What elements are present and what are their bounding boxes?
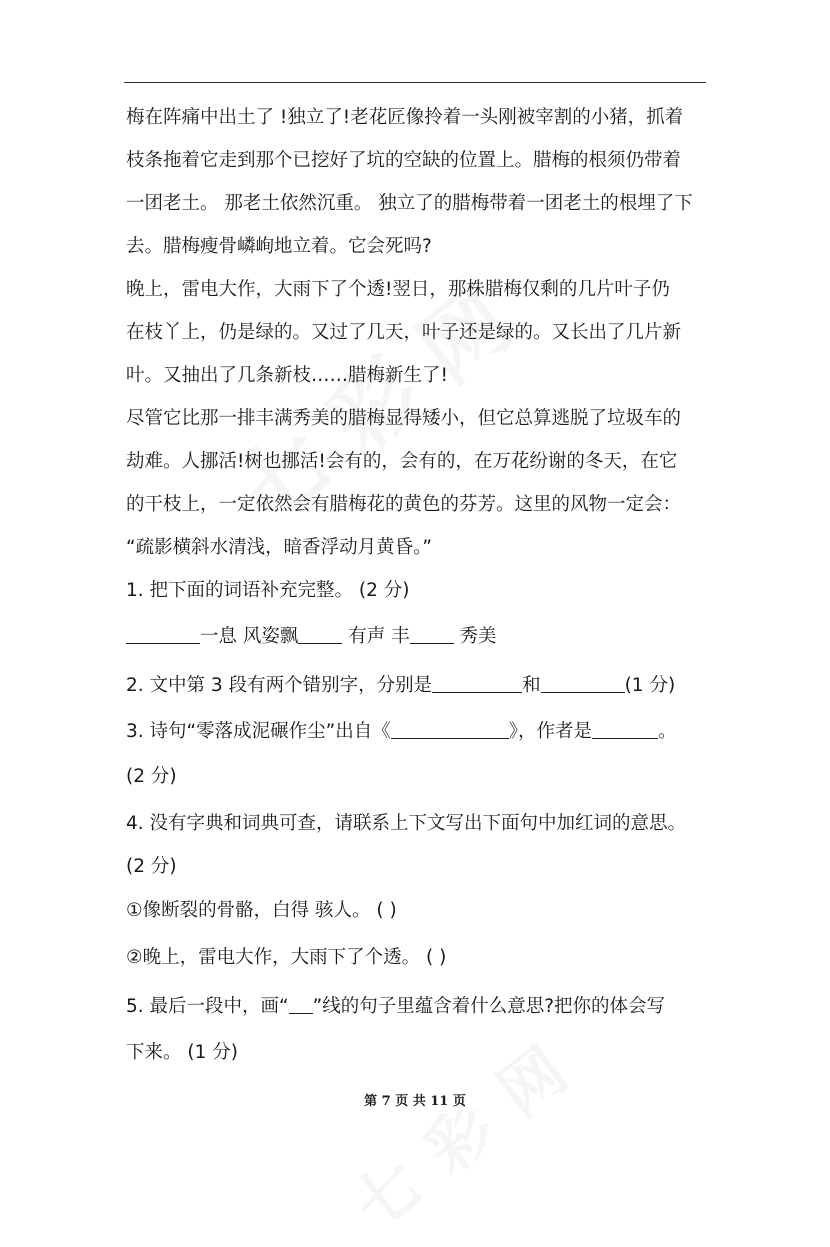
- question-2-and: 和: [522, 675, 541, 696]
- text-line: 叶。又抽出了几条新枝……腊梅新生了!: [126, 365, 448, 386]
- page-content: [126, 96, 716, 1074]
- blank-1[interactable]: [126, 625, 200, 645]
- question-3: [126, 710, 716, 753]
- question-4: 4. 没有字典和词典可查，请联系上下文写出下面句中加红词的意思。: [126, 813, 687, 834]
- paragraph-1: [126, 96, 716, 268]
- blank-typo-2[interactable]: [541, 674, 625, 694]
- text-line: 晚上，雷电大作，大雨下了个透!翌日，那株腊梅仅剩的几片叶子仍: [126, 279, 670, 300]
- text-line: 枝条拖着它走到那个已挖好了坑的空缺的位置上。腊梅的根须仍带着: [126, 150, 682, 171]
- question-2: [126, 662, 716, 710]
- question-4-score: (2 分): [126, 856, 177, 877]
- question-3-score: (2 分): [126, 766, 177, 787]
- blank-source[interactable]: [391, 720, 509, 740]
- question-3-author: 》，作者是: [508, 721, 592, 742]
- text-line: 的干枝上，一定依然会有腊梅花的黄色的芬芳。这里的风物一定会：: [126, 494, 682, 515]
- text-line: 劫难。人挪活!树也挪活!会有的，会有的，在万花纷谢的冬天，在它: [126, 451, 678, 472]
- question-3-end: 。: [657, 721, 677, 742]
- question-5: [126, 983, 716, 1031]
- text-line: “疏影横斜水清浅，暗香浮动月黄昏。”: [126, 537, 432, 558]
- fill-text-a: 一息 风姿飘: [200, 626, 299, 647]
- page-number: 第 7 页 共 11 页: [364, 1094, 466, 1109]
- text-line: 一团老土。 那老土依然沉重。 独立了的腊梅带着一团老土的根埋了下: [126, 193, 693, 214]
- question-2-text: 2. 文中第 3 段有两个错别字，分别是: [126, 675, 433, 696]
- text-line: 梅在阵痛中出土了 !独立了!老花匠像拎着一头刚被宰割的小猪，抓着: [126, 107, 684, 128]
- question-5-text-b: ”线的句子里蕴含着什么意思?把你的体会写: [312, 996, 666, 1017]
- question-3-text: 3. 诗句“零落成泥碾作尘”出自《: [126, 721, 391, 742]
- question-2-score: (1 分): [624, 675, 676, 696]
- blank-3[interactable]: [410, 625, 454, 645]
- blank-author[interactable]: [592, 720, 658, 740]
- blank-underline-mark[interactable]: [289, 995, 313, 1015]
- paragraph-2: [126, 268, 716, 397]
- question-4-item-2: ②晚上，雷电大作，大雨下了个透。 ( ): [126, 947, 447, 968]
- text-line: 去。腊梅瘦骨嶙峋地立着。它会死吗?: [126, 236, 432, 257]
- question-1: 1. 把下面的词语补充完整。 (2 分): [126, 580, 410, 601]
- question-5-line-2: 下来。 (1 分): [126, 1042, 238, 1063]
- question-4-item-1: ①像断裂的骨骼，白得 骇人。 ( ): [126, 900, 397, 921]
- text-line: 在枝丫上，仍是绿的。又过了几天，叶子还是绿的。又长出了几片新: [126, 322, 682, 343]
- paragraph-3: [126, 397, 716, 569]
- question-1-fill: [126, 612, 716, 662]
- blank-typo-1[interactable]: [432, 674, 522, 694]
- blank-2[interactable]: [298, 625, 342, 645]
- question-5-text: 5. 最后一段中，画“: [126, 996, 289, 1017]
- header-rule: [124, 82, 706, 83]
- fill-text-b: 有声 丰: [342, 626, 410, 647]
- text-line: 尽管它比那一排丰满秀美的腊梅显得矮小，但它总算逃脱了垃圾车的: [126, 408, 682, 429]
- fill-text-c: 秀美: [453, 626, 497, 647]
